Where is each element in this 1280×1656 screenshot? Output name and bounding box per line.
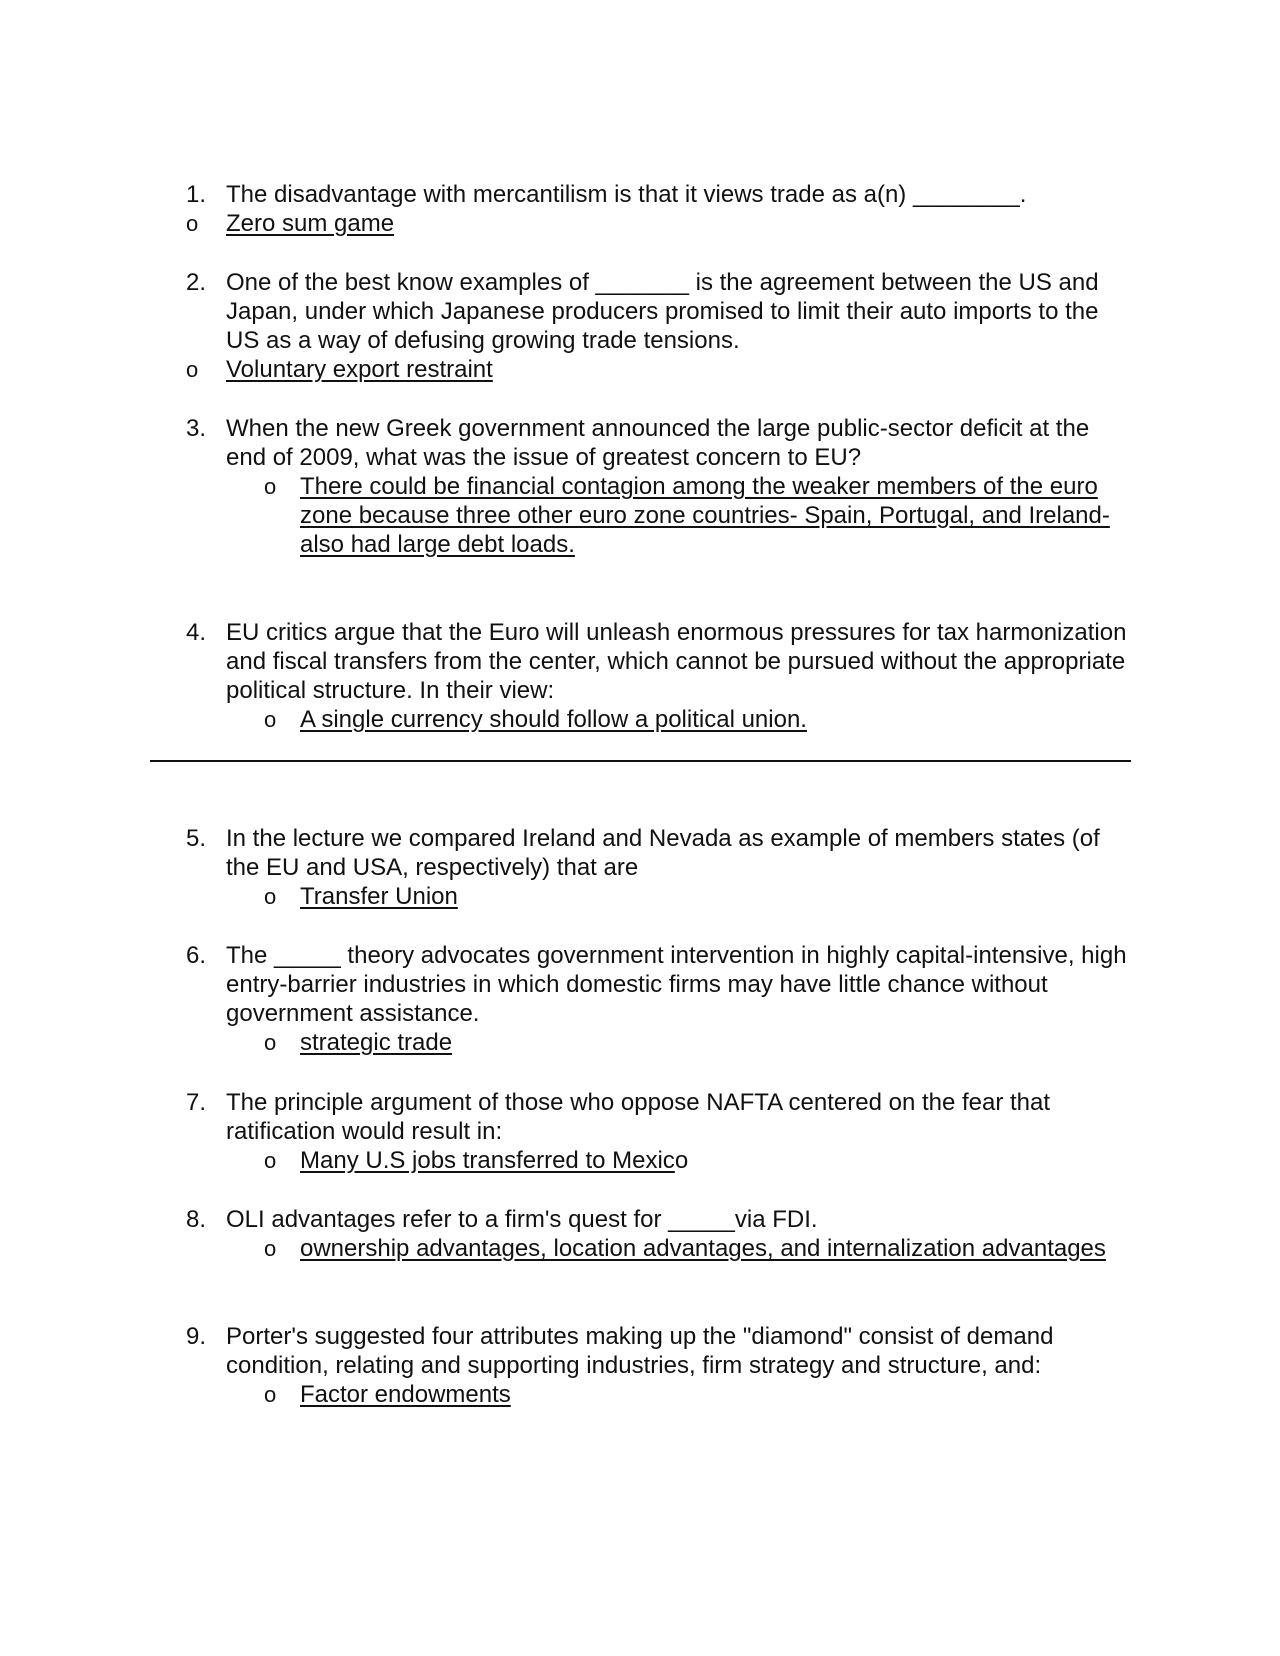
bullet-marker: o [264, 1148, 277, 1173]
answer-item [264, 705, 1130, 734]
answer-item [186, 209, 1130, 238]
answer-item [264, 1028, 1130, 1057]
question-8 [186, 1205, 1130, 1263]
question-text: EU critics argue that the Euro will unleash enormous pressures for tax harmonization and fiscal transfers from the center, which cannot be pursued without the appropriate political structure. In their view: [226, 619, 1127, 704]
answer-text: Zero sum game [226, 210, 395, 237]
question-number: 6. [186, 942, 207, 969]
question-number: 1. [186, 181, 207, 208]
bullet-marker: o [264, 1030, 277, 1055]
section-divider [150, 760, 1131, 762]
bullet-marker: o [264, 707, 277, 732]
question-text: The principle argument of those who oppose NAFTA centered on the fear that ratification would result in: [226, 1089, 1051, 1145]
answer-text: Many U.S jobs transferred to Mexic [300, 1147, 675, 1174]
question-number: 8. [186, 1206, 207, 1233]
answer-text: Factor endowments [300, 1381, 511, 1408]
question-2 [186, 268, 1130, 384]
bullet-marker: o [264, 1236, 277, 1261]
question-9 [186, 1322, 1130, 1409]
question-number: 2. [186, 269, 207, 296]
answer-tail: o [674, 1147, 689, 1174]
question-number: 4. [186, 619, 207, 646]
question-text: Porter's suggested four attributes making up the "diamond" consist of demand condition, relating and supporting industries, firm strategy and structure, and: [226, 1323, 1054, 1379]
answer-item [264, 1234, 1130, 1263]
question-text: The _____ theory advocates government intervention in highly capital-intensive, high entry-barrier industries in which domestic firms may have little chance without government assistance. [226, 942, 1127, 1027]
bullet-marker: o [264, 1382, 277, 1407]
question-text: In the lecture we compared Ireland and Nevada as example of members states (of the EU and USA, respectively) that are [226, 825, 1100, 881]
bullet-marker: o [186, 211, 199, 236]
question-number: 9. [186, 1323, 207, 1350]
answer-text: strategic trade [300, 1029, 453, 1056]
answer-item [264, 1380, 1130, 1409]
answer-item [264, 472, 1130, 559]
question-1 [186, 180, 1130, 238]
question-text: One of the best know examples of _______ is the agreement between the US and Japan, under which Japanese producers promised to limit their auto imports to the US as a way of defusing growing trade tensions. [226, 269, 1099, 354]
question-number: 3. [186, 415, 207, 442]
answer-text: Voluntary export restraint [226, 356, 493, 383]
answer-item [264, 1146, 1130, 1175]
answer-text: A single currency should follow a political union. [300, 706, 807, 733]
question-number: 7. [186, 1089, 207, 1116]
question-7 [186, 1088, 1130, 1175]
answer-text: There could be financial contagion among the weaker members of the euro zone because three other euro zone countries- Spain, Portugal, and Ireland- also had large debt loads. [300, 473, 1110, 558]
question-text: OLI advantages refer to a firm's quest for _____via FDI. [226, 1206, 818, 1233]
question-3 [186, 414, 1130, 559]
bullet-marker: o [186, 357, 199, 382]
answer-item [186, 355, 1130, 384]
answer-text: Transfer Union [300, 883, 458, 910]
question-number: 5. [186, 825, 207, 852]
question-4 [186, 618, 1130, 734]
question-text: The disadvantage with mercantilism is that it views trade as a(n) ________. [226, 181, 1027, 208]
bullet-marker: o [264, 474, 277, 499]
answer-text: ownership advantages, location advantages, and internalization advantages [300, 1235, 1106, 1262]
question-text: When the new Greek government announced the large public-sector deficit at the end of 2009, what was the issue of greatest concern to EU? [226, 415, 1090, 471]
answer-item [264, 882, 1130, 911]
question-5 [186, 824, 1130, 911]
question-6 [186, 941, 1130, 1057]
bullet-marker: o [264, 884, 277, 909]
